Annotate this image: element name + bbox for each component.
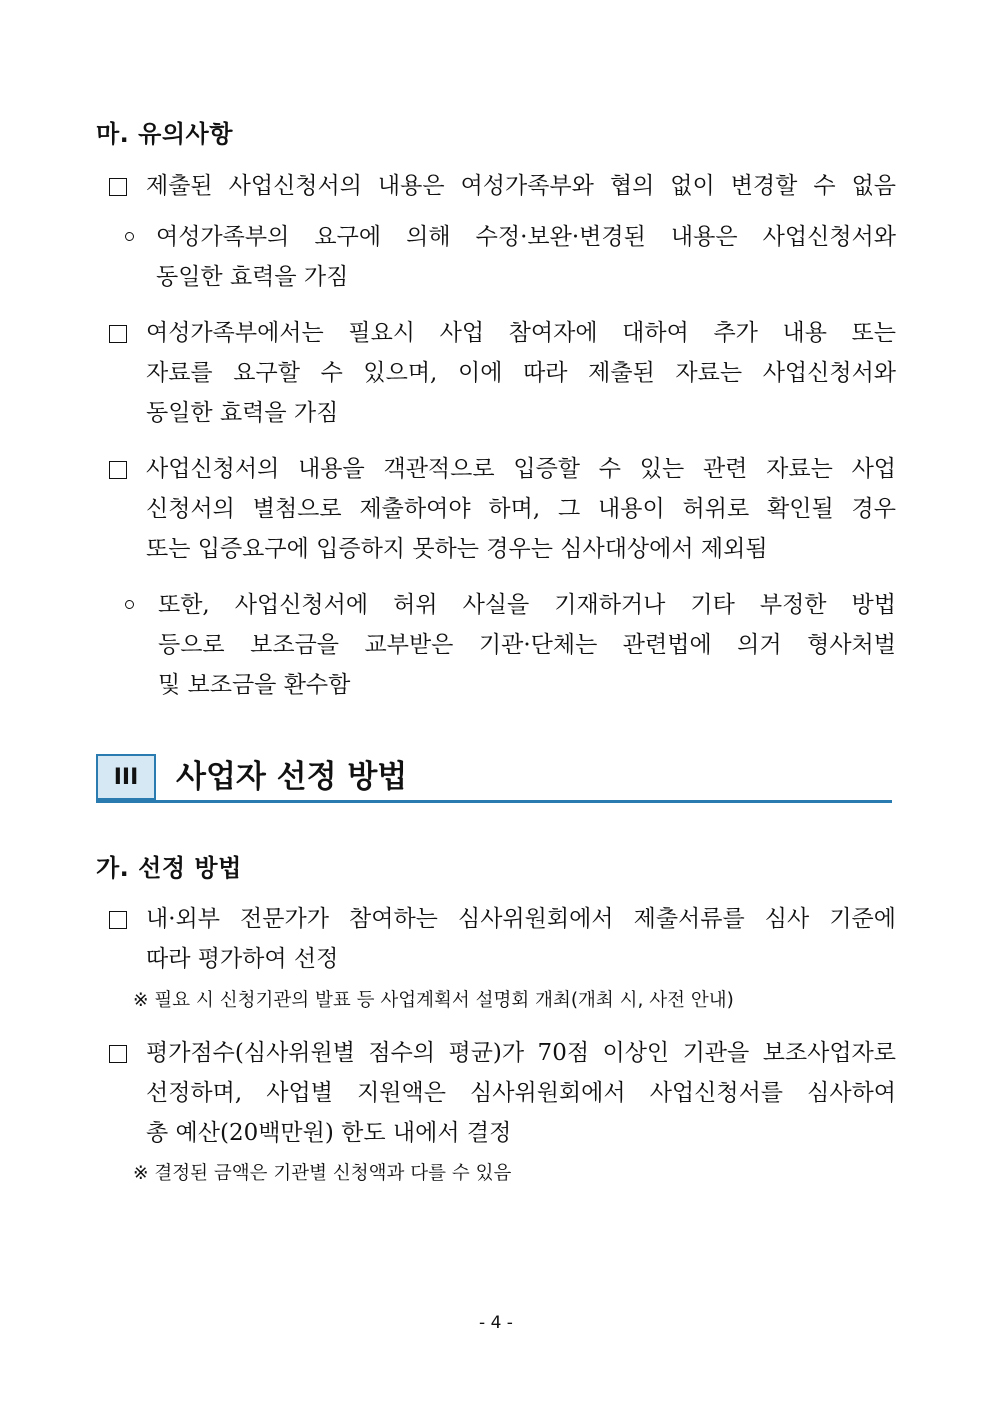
checkbox-bullet-icon <box>109 911 127 929</box>
section-heading-precautions: 마. 유의사항 <box>96 120 233 148</box>
circle-bullet-icon <box>125 600 134 609</box>
selection-1-line-1: 내·외부 전문가가 참여하는 심사위원회에서 제출서류를 심사 기준에 <box>146 906 896 932</box>
checkbox-bullet-icon <box>109 461 127 479</box>
selection-1-line-2: 따라 평가하여 선정 <box>146 946 339 972</box>
page-number: - 4 - <box>479 1313 513 1333</box>
selection-2-line-2: 선정하며, 사업별 지원액은 심사위원회에서 사업신청서를 심사하여 <box>146 1080 896 1106</box>
precaution-2-line-2: 자료를 요구할 수 있으며, 이에 따라 제출된 자료는 사업신청서와 <box>146 360 896 386</box>
precaution-3-sub-line-1: 또한, 사업신청서에 허위 사실을 기재하거나 기타 부정한 방법 <box>158 592 896 618</box>
precaution-1-sub-line-2: 동일한 효력을 가짐 <box>156 264 349 290</box>
precaution-3-sub-line-2: 등으로 보조금을 교부받은 기관·단체는 관련법에 의거 형사처벌 <box>158 632 896 658</box>
checkbox-bullet-icon <box>109 178 127 196</box>
selection-2-line-1: 평가점수(심사위원별 점수의 평균)가 70점 이상인 기관을 보조사업자로 <box>146 1040 896 1066</box>
precaution-2-line-3: 동일한 효력을 가짐 <box>146 400 339 426</box>
section-heading-selection-method: 가. 선정 방법 <box>96 854 242 882</box>
chapter-title: 사업자 선정 방법 <box>176 759 408 795</box>
precaution-2-line-1: 여성가족부에서는 필요시 사업 참여자에 대하여 추가 내용 또는 <box>146 320 896 346</box>
checkbox-bullet-icon <box>109 325 127 343</box>
precaution-3-line-3: 또는 입증요구에 입증하지 못하는 경우는 심사대상에서 제외됨 <box>146 536 768 562</box>
precaution-3-sub-line-3: 및 보조금을 환수함 <box>158 672 351 698</box>
checkbox-bullet-icon <box>109 1045 127 1063</box>
precaution-3-line-1: 사업신청서의 내용을 객관적으로 입증할 수 있는 관련 자료는 사업 <box>146 456 896 482</box>
selection-2-line-3: 총 예산(20백만원) 한도 내에서 결정 <box>146 1120 512 1146</box>
circle-bullet-icon <box>125 232 134 241</box>
selection-1-note: ※ 필요 시 신청기관의 발표 등 사업계획서 설명회 개최(개최 시, 사전 안내) <box>133 990 734 1011</box>
precaution-1-line-1: 제출된 사업신청서의 내용은 여성가족부와 협의 없이 변경할 수 없음 <box>146 173 896 199</box>
precaution-3-line-2: 신청서의 별첨으로 제출하여야 하며, 그 내용이 허위로 확인될 경우 <box>146 496 896 522</box>
selection-2-note: ※ 결정된 금액은 기관별 신청액과 다를 수 있음 <box>133 1163 512 1184</box>
chapter-number-box: III <box>96 754 156 800</box>
precaution-1-sub-line-1: 여성가족부의 요구에 의해 수정·보완·변경된 내용은 사업신청서와 <box>156 224 896 250</box>
chapter-underline <box>96 800 892 803</box>
